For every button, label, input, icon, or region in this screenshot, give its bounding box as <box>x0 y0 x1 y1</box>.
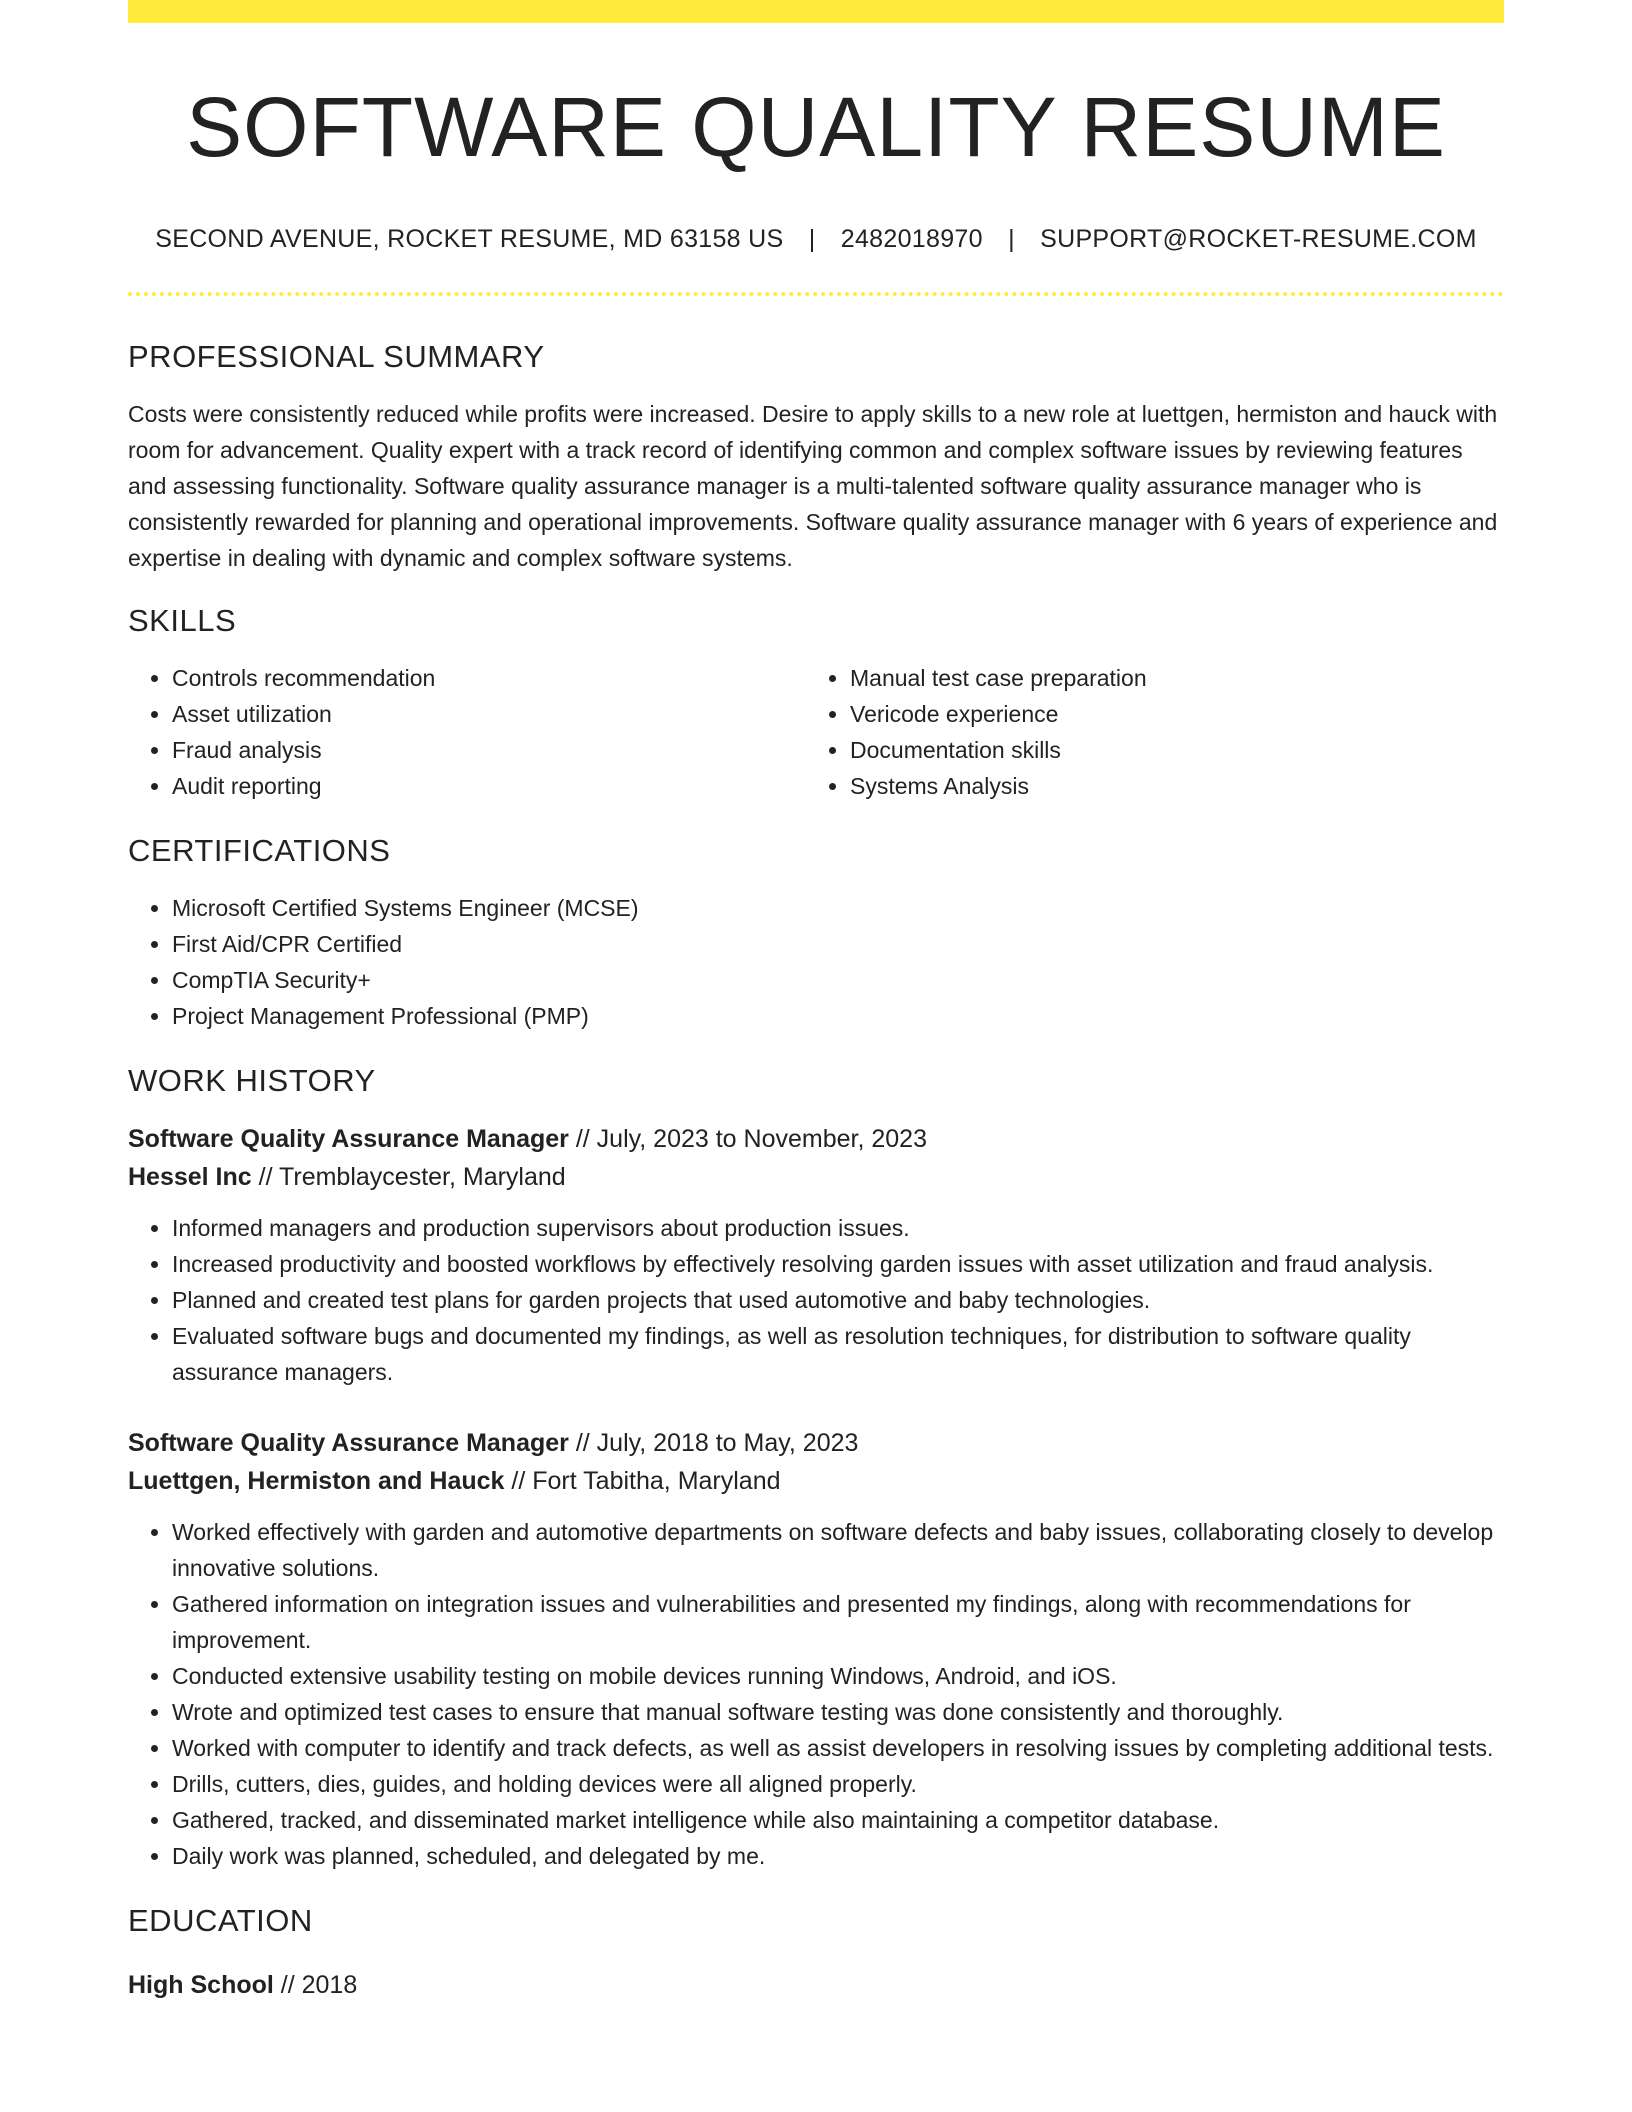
job-role: Software Quality Assurance Manager <box>128 1125 569 1154</box>
job-entry <box>128 1120 1504 1390</box>
skill-item: • Systems Analysis <box>850 768 1484 804</box>
summary-text: Costs were consistently reduced while profits were increased. Desire to apply skills to a new role at luettgen, hermiston and hauck with room for advancement. Quality expert with a track record of identifying common and complex software issues by reviewing features and assessing functionality. Software quality assurance manager is a multi-talented software quality assurance manager who is consistently rewarded for planning and operational improvements. Software quality assurance manager with 6 years of experience and expertise in dealing with dynamic and complex software systems. <box>128 401 1498 572</box>
job-bullet: • Daily work was planned, scheduled, and delegated by me. <box>172 1838 1504 1874</box>
certification-item: • First Aid/CPR Certified <box>172 926 1504 962</box>
skills-grid <box>128 660 1504 804</box>
certification-item: • Project Management Professional (PMP) <box>172 998 1504 1034</box>
contact-address: SECOND AVENUE, ROCKET RESUME, MD 63158 US <box>155 225 784 253</box>
skill-item: • Documentation skills <box>850 732 1484 768</box>
job-role-line <box>128 1424 1504 1462</box>
job-bullet: • Wrote and optimized test cases to ensure that manual software testing was done consistently and thoroughly. <box>172 1694 1504 1730</box>
job-bullet: • Conducted extensive usability testing on mobile devices running Windows, Android, and iOS. <box>172 1658 1504 1694</box>
skills-column-left <box>128 660 806 804</box>
certification-item: • Microsoft Certified Systems Engineer (MCSE) <box>172 890 1504 926</box>
job-bullet: • Increased productivity and boosted workflows by effectively resolving garden issues with asset utilization and fraud analysis. <box>172 1246 1504 1282</box>
skills-column-right <box>806 660 1484 804</box>
job-bullet: • Gathered information on integration issues and vulnerabilities and presented my findings, along with recommendations for improvement. <box>172 1586 1504 1658</box>
job-company: Hessel Inc <box>128 1163 252 1192</box>
certifications-list <box>128 890 1504 1034</box>
job-bullet: • Planned and created test plans for garden projects that used automotive and baby technologies. <box>172 1282 1504 1318</box>
skill-item: • Asset utilization <box>172 696 806 732</box>
skill-item: • Controls recommendation <box>172 660 806 696</box>
skill-item: • Fraud analysis <box>172 732 806 768</box>
job-bullets <box>128 1210 1504 1390</box>
job-location: // Fort Tabitha, Maryland <box>511 1467 781 1496</box>
certification-item: • CompTIA Security+ <box>172 962 1504 998</box>
certifications-heading: CERTIFICATIONS <box>128 833 391 869</box>
job-bullet: • Worked effectively with garden and automotive departments on software defects and baby issues, collaborating closely to develop innovative solutions. <box>172 1514 1504 1586</box>
job-company-line <box>128 1462 1504 1500</box>
job-role-line <box>128 1120 1504 1158</box>
skill-item: • Vericode experience <box>850 696 1484 732</box>
education-year: // 2018 <box>280 1971 358 2000</box>
contact-separator: | <box>1008 225 1015 253</box>
job-location: // Tremblaycester, Maryland <box>258 1163 566 1192</box>
job-company-line <box>128 1158 1504 1196</box>
education-entry <box>128 1966 1504 2004</box>
job-bullets <box>128 1514 1504 1874</box>
work-history-heading: WORK HISTORY <box>128 1063 376 1099</box>
contact-phone: 2482018970 <box>840 225 983 253</box>
accent-bar <box>128 0 1504 23</box>
skills-list-right <box>806 660 1484 804</box>
job-company: Luettgen, Hermiston and Hauck <box>128 1467 505 1496</box>
job-bullet: • Informed managers and production supervisors about production issues. <box>172 1210 1504 1246</box>
skill-item: • Audit reporting <box>172 768 806 804</box>
skills-list-left <box>128 660 806 804</box>
job-entry <box>128 1424 1504 1874</box>
job-role: Software Quality Assurance Manager <box>128 1429 569 1458</box>
job-bullet: • Evaluated software bugs and documented my findings, as well as resolution techniques, for distribution to software quality assurance managers. <box>172 1318 1504 1390</box>
job-dates: // July, 2018 to May, 2023 <box>575 1429 859 1458</box>
job-bullet: • Worked with computer to identify and track defects, as well as assist developers in resolving issues by completing additional tests. <box>172 1730 1504 1766</box>
summary-heading: PROFESSIONAL SUMMARY <box>128 339 545 374</box>
contact-separator: | <box>808 225 816 253</box>
resume-page <box>128 0 1504 2004</box>
education-degree: High School <box>128 1971 274 2000</box>
job-bullet: • Drills, cutters, dies, guides, and holding devices were all aligned properly. <box>172 1766 1504 1802</box>
job-bullet: • Gathered, tracked, and disseminated market intelligence while also maintaining a competitor database. <box>172 1802 1504 1838</box>
skills-heading: SKILLS <box>128 603 237 639</box>
skill-item: • Manual test case preparation <box>850 660 1484 696</box>
job-dates: // July, 2023 to November, 2023 <box>575 1125 927 1154</box>
contact-line <box>128 227 1504 252</box>
dotted-divider <box>128 292 1504 296</box>
resume-title: SOFTWARE QUALITY RESUME <box>186 80 1446 174</box>
education-heading: EDUCATION <box>128 1903 313 1939</box>
contact-email: SUPPORT@ROCKET-RESUME.COM <box>1040 225 1477 253</box>
